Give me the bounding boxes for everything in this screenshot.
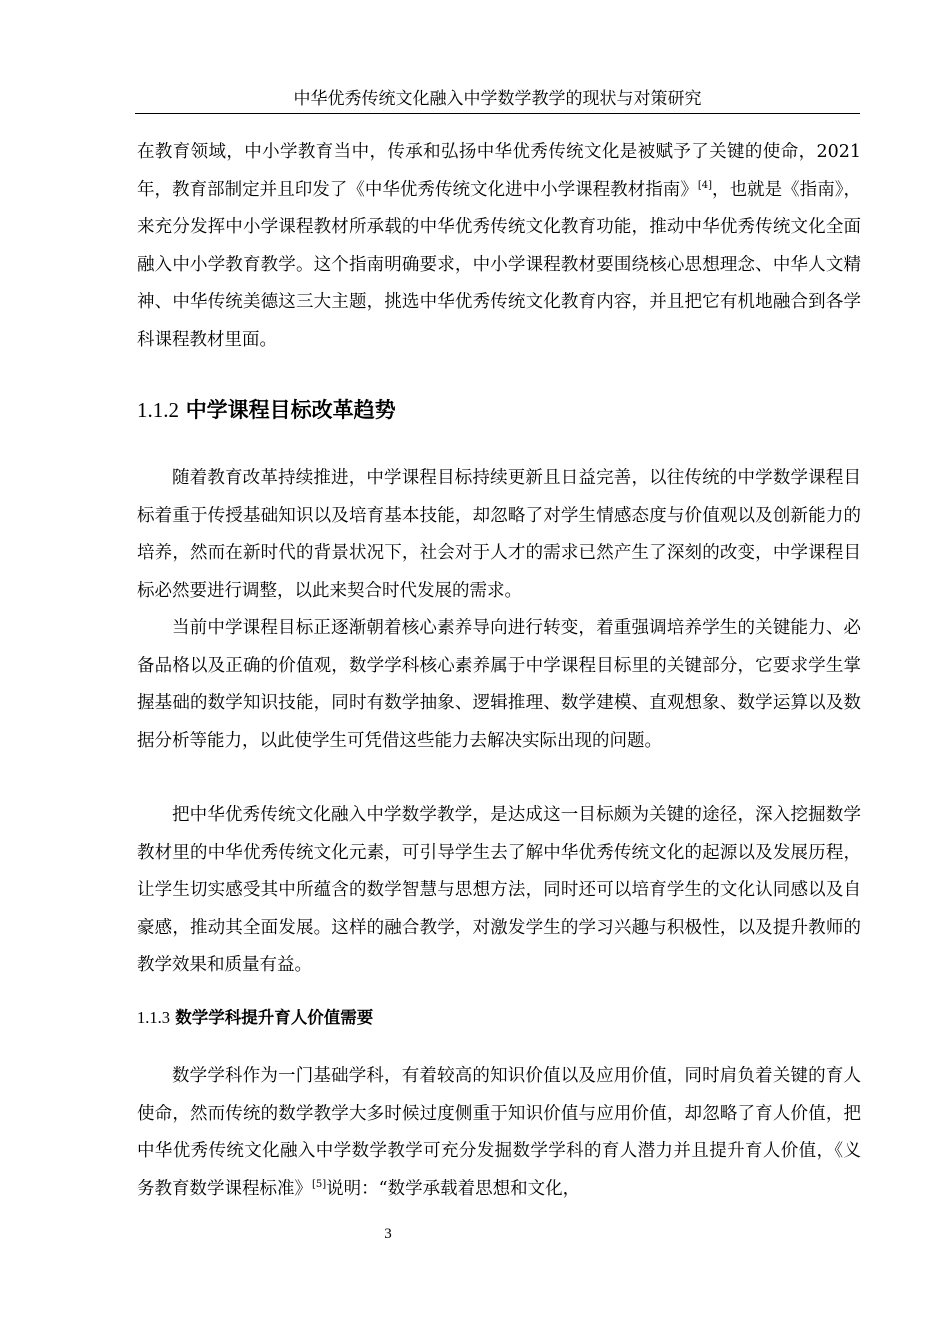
- paragraph-educational-value: [137, 1058, 861, 1208]
- paragraph-text: 说明：“数学承载着思想和文化，: [326, 1178, 581, 1199]
- paragraph-text: 数学学科作为一门基础学科，有着较高的知识价值以及应用价值，同时肩负着关键的育人使命，然而传统的数学教学大多时候过度侧重于知识价值与应用价值，却忽略了育人价值，把中华优秀传统文化融入中学数学教学可充分发掘数学学科的育人潜力并且提升育人价值，《义务教育数学课程标准》: [137, 1066, 861, 1199]
- section-heading-1-1-2: [137, 396, 396, 424]
- paragraph-text: 在教育领域，中小学教育当中，传承和弘扬中华优秀传统文化是被赋予了关键的使命，2021年，教育部制定并且印发了《中华优秀传统文化进中小学课程教材指南》: [137, 142, 861, 200]
- section-title: 中学课程目标改革趋势: [185, 398, 396, 422]
- header-rule: [135, 113, 860, 114]
- citation-ref: [4]: [697, 179, 713, 191]
- paragraph-guideline: [137, 134, 861, 359]
- section-number: 1.1.2: [137, 398, 179, 422]
- section-heading-1-1-3: [137, 1006, 373, 1030]
- citation-ref: [5]: [312, 1178, 327, 1190]
- paragraph-core-literacy: 当前中学课程目标正逐渐朝着核心素养导向进行转变，着重强调培养学生的关键能力、必备品格以及正确的价值观，数学学科核心素养属于中学课程目标里的关键部分，它要求学生掌握基础的数学知识技能，同时有数学抽象、逻辑推理、数学建模、直观想象、数学运算以及数据分析等能力，以此使学生可凭借这些能力去解决实际出现的问题。: [137, 618, 861, 751]
- section-number: 1.1.3: [137, 1008, 170, 1027]
- running-header: 中华优秀传统文化融入中学数学教学的现状与对策研究: [293, 89, 702, 109]
- page-number: 3: [384, 1226, 392, 1242]
- paragraph-integration: 把中华优秀传统文化融入中学数学教学，是达成这一目标颇为关键的途径，深入挖掘数学教材里的中华优秀传统文化元素，可引导学生去了解中华优秀传统文化的起源以及发展历程，让学生切实感受其中所蕴含的数学智慧与思想方法，同时还可以培育学生的文化认同感以及自豪感，推动其全面发展。这样的融合教学，对激发学生的学习兴趣与积极性，以及提升教师的教学效果和质量有益。: [137, 805, 861, 975]
- paragraph-text: ，也就是《指南》，来充分发挥中小学课程教材所承载的中华优秀传统文化教育功能，推动中华优秀传统文化全面融入中小学教育教学。这个指南明确要求，中小学课程教材要围绕核心思想理念、中华人文精神、中华传统美德这三大主题，挑选中华优秀传统文化教育内容，并且把它有机地融合到各学科课程教材里面。: [137, 179, 862, 350]
- section-title: 数学学科提升育人价值需要: [175, 1008, 374, 1027]
- paragraph-reform: 随着教育改革持续推进，中学课程目标持续更新且日益完善，以往传统的中学数学课程目标着重于传授基础知识以及培育基本技能，却忽略了对学生情感态度与价值观以及创新能力的培养，然而在新时代的背景状况下，社会对于人才的需求已然产生了深刻的改变，中学课程目标必然要进行调整，以此来契合时代发展的需求。: [137, 468, 861, 601]
